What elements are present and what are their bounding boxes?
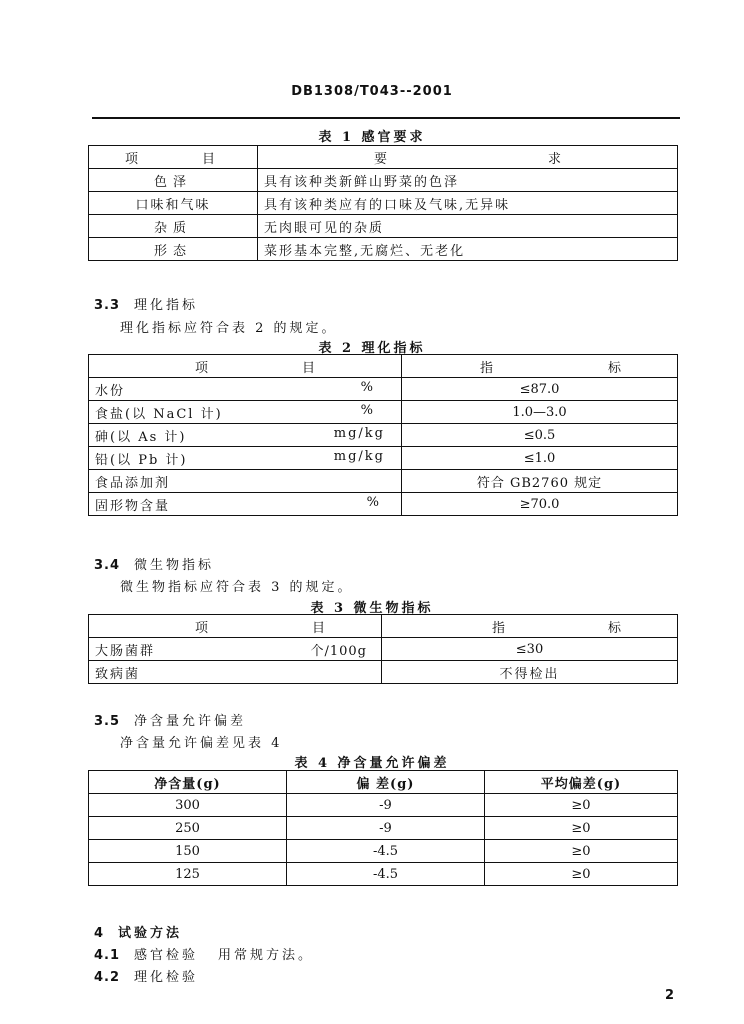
table1 [88,145,678,261]
table-header-cell: 指 标 [382,615,678,638]
section-text-3-3: 理化指标应符合表 2 的规定。 [120,321,338,336]
table-row: 杂质 无肉眼可见的杂质 [89,215,678,238]
table-header-row [89,355,678,378]
table-header-row: 净含量(g) 偏 差(g) 平均偏差(g) [89,771,678,794]
section-heading-3-3: 3.3 理化指标 [94,298,199,313]
table-header-cell: 项 目 [89,355,402,378]
table-header-row [89,615,678,638]
table-row: 铅(以 Pb 计) mg/kg ≤1.0 [89,447,678,470]
table-row: 水份 % ≤87.0 [89,378,678,401]
table-header-cell: 项 目 [89,615,382,638]
table-header-cell: 指 标 [402,355,678,378]
table-header-cell: 要 求 [258,146,678,169]
table4-caption: 表 4 净含量允许偏差 [294,756,450,771]
table-row: 食盐(以 NaCl 计) % 1.0—3.0 [89,401,678,424]
table-row: 致病菌 不得检出 [89,661,678,684]
table-row: 色泽 具有该种类新鲜山野菜的色泽 [89,169,678,192]
table-row: 砷(以 As 计) mg/kg ≤0.5 [89,424,678,447]
section-heading-4-1: 4.1 感官检验 用常规方法。 [94,948,315,963]
table3 [88,614,678,684]
table-row: 口味和气味 具有该种类应有的口味及气味,无异味 [89,192,678,215]
table2-caption: 表 2 理化指标 [318,341,426,356]
header-rule [92,117,680,119]
section-heading-3-5: 3.5 净含量允许偏差 [94,714,247,729]
table-header-cell: 项 目 [89,146,258,169]
table-header-row [89,146,678,169]
document-header: DB1308/T043--2001 [291,84,453,99]
table1-caption: 表 1 感官要求 [318,130,426,145]
table3-caption: 表 3 微生物指标 [310,601,434,616]
table-row: 食品添加剂 符合 GB2760 规定 [89,470,678,493]
table-row: 形态 菜形基本完整,无腐烂、无老化 [89,238,678,261]
table-row: 150 -4.5 ≥0 [89,840,678,863]
table-row: 固形物含量 % ≥70.0 [89,493,678,516]
section-heading-3-4: 3.4 微生物指标 [94,558,215,573]
section-text-3-4: 微生物指标应符合表 3 的规定。 [120,580,354,595]
table4 [88,770,678,886]
section-heading-4: 4 试验方法 [94,926,183,941]
table-row: 大肠菌群 个/100g ≤30 [89,638,678,661]
section-text-3-5: 净含量允许偏差见表 4 [120,736,283,751]
table-row: 125 -4.5 ≥0 [89,863,678,886]
table-row: 250 -9 ≥0 [89,817,678,840]
table-row: 300 -9 ≥0 [89,794,678,817]
table2 [88,354,678,516]
section-heading-4-2: 4.2 理化检验 [94,970,199,985]
page-number: 2 [664,988,674,1003]
